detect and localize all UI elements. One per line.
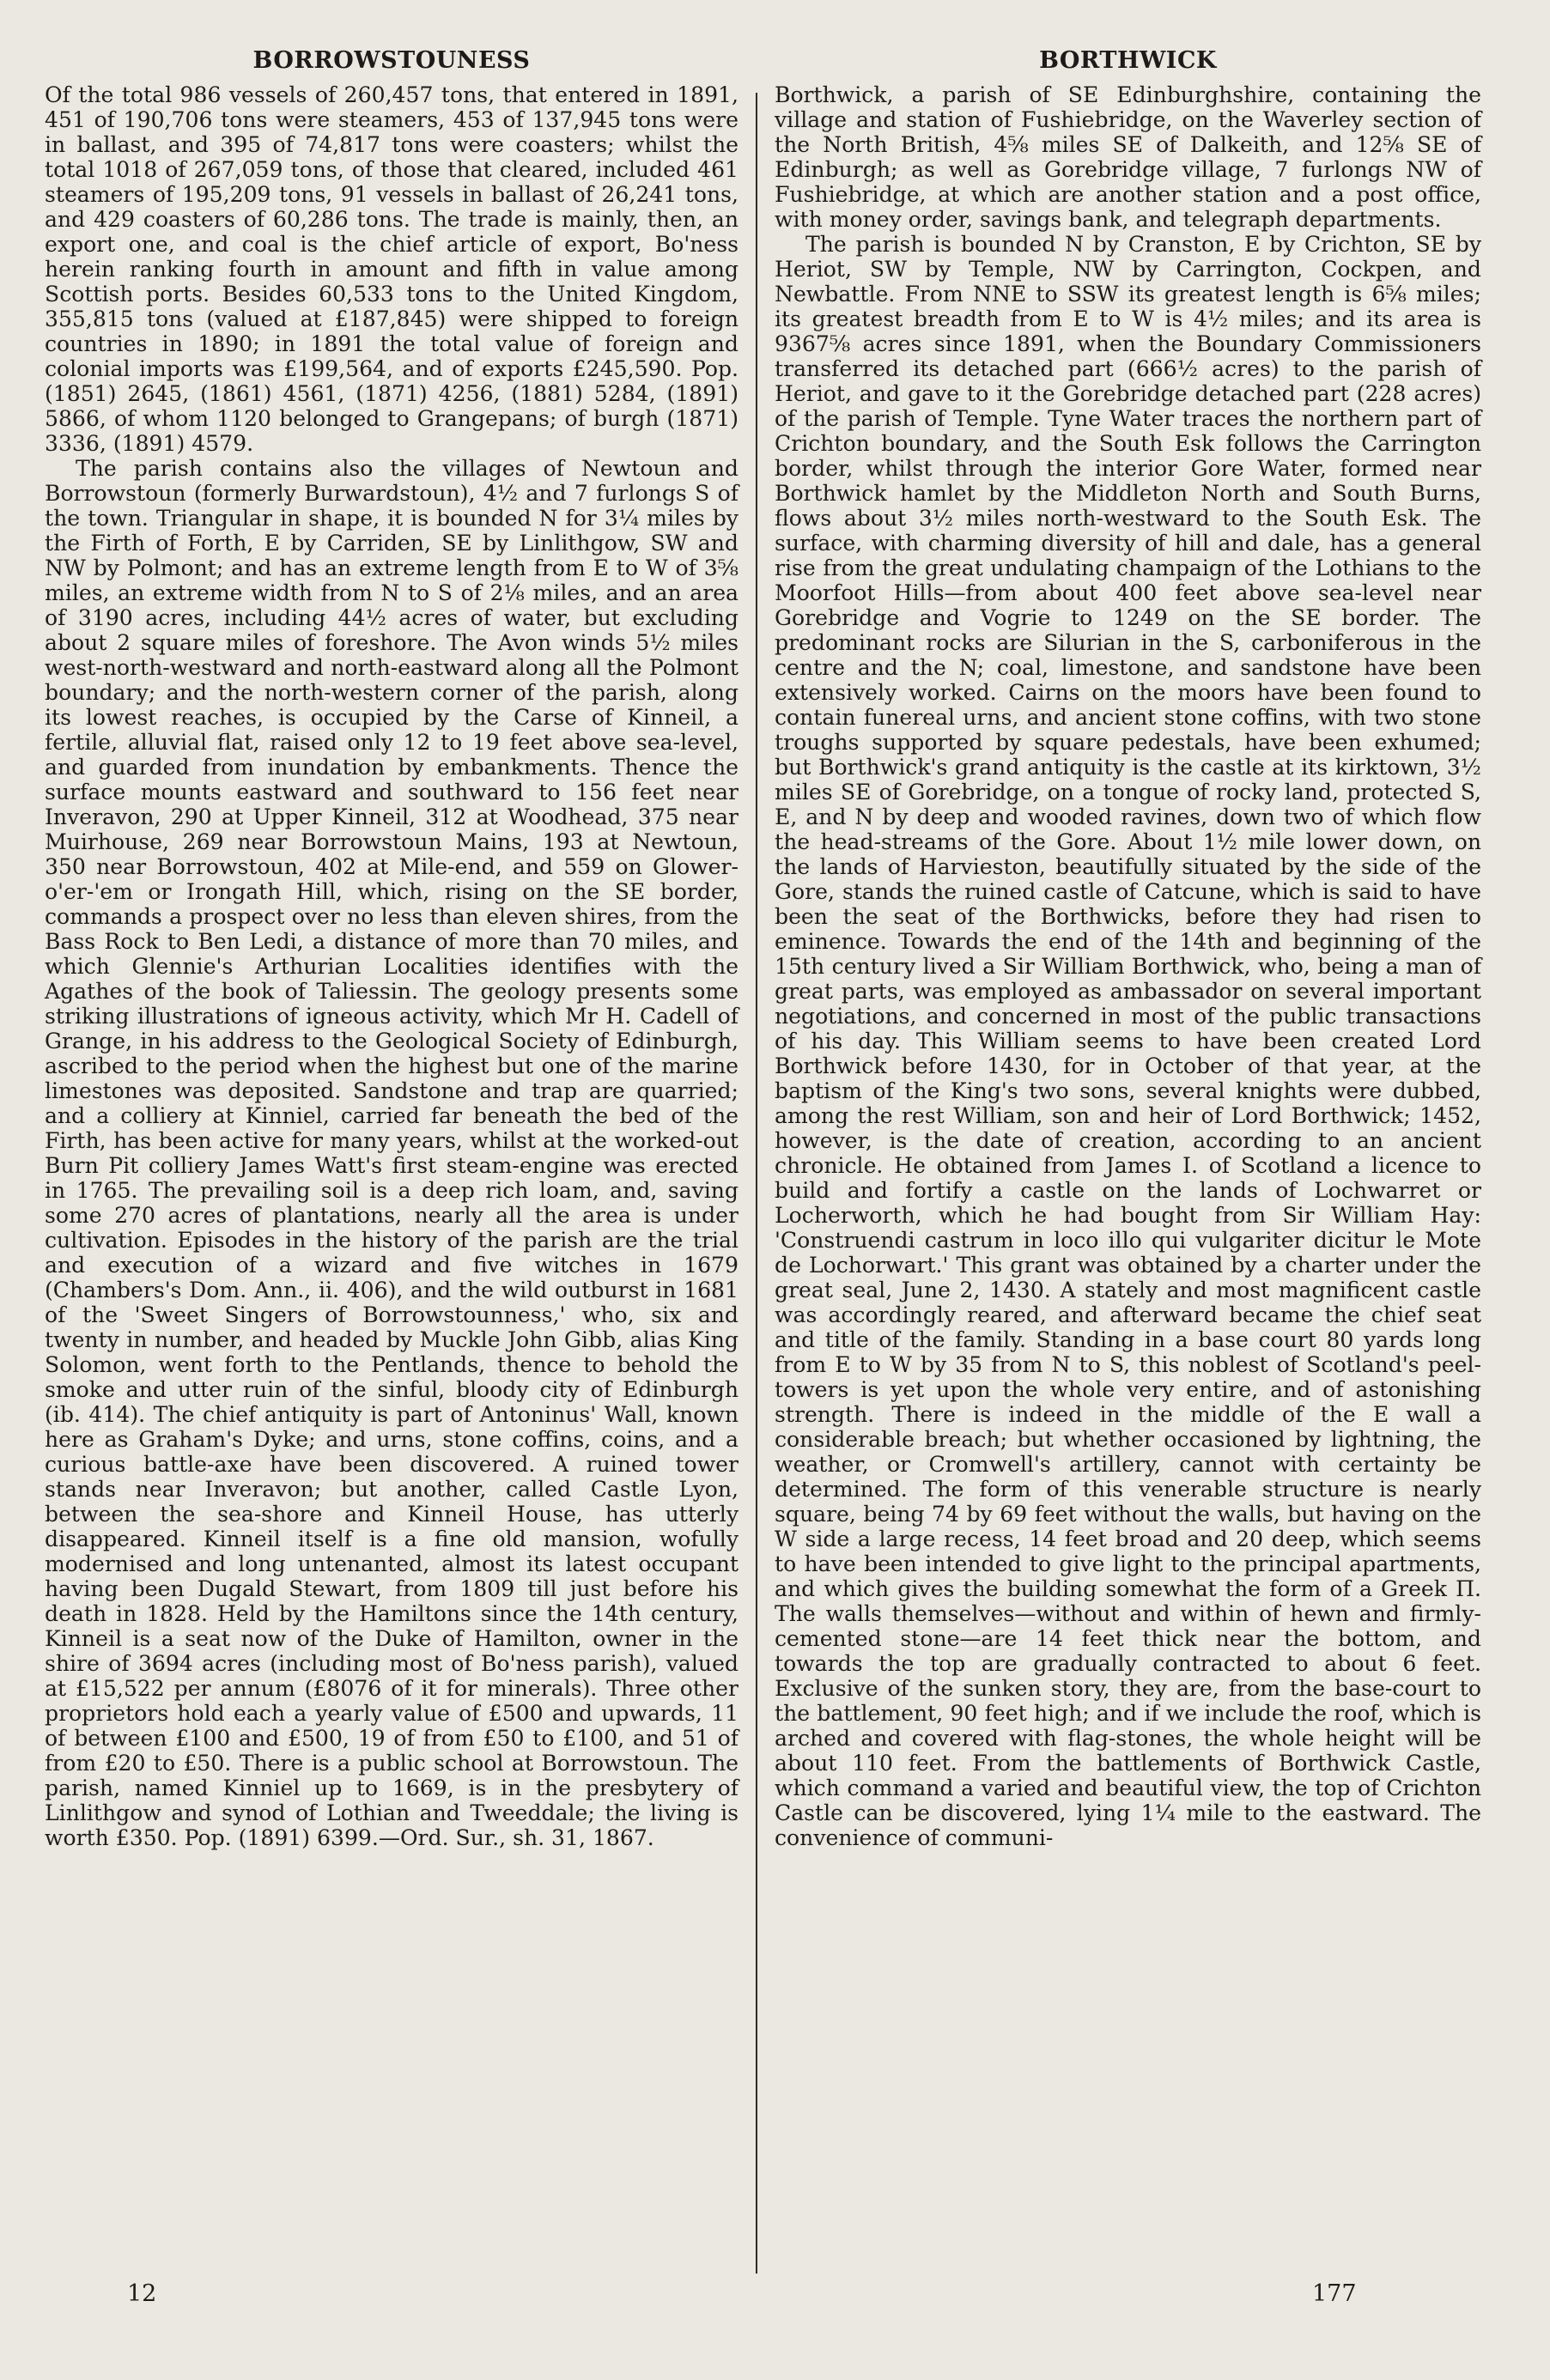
- right-paragraph-1: Borthwick, a parish of SE Edinburghshire, containing the village and station of Fushiebridge, on the Waverley section of the North British, 4⅝ miles SE of Dalkeith, and 12⅝ SE of Edinburgh; as well as Gorebridge village, 7 furlongs NW of Fushiebridge, at which are another station and a post office, with money order, savings bank, and telegraph departments.: [775, 82, 1481, 232]
- right-article-text: [775, 82, 1481, 1850]
- left-paragraph-2: The parish contains also the villages of Newtoun and Borrowstoun (formerly Burwardstoun), 4½ and 7 furlongs S of the town. Triangular in shape, it is bounded N for 3¼ miles by the Firth of Forth, E by Carriden, SE by Linlithgow, SW and NW by Polmont; and has an extreme length from E to W of 3⅝ miles, an extreme width from N to S of 2⅛ miles, and an area of 3190 acres, including 44½ acres of water, but excluding about 2 square miles of foreshore. The Avon winds 5½ miles west-north-westward and north-eastward along all the Polmont boundary; and the north-western corner of the parish, along its lowest reaches, is occupied by the Carse of Kinneil, a fertile, alluvial flat, raised only 12 to 19 feet above sea-level, and guarded from inundation by embankments. Thence the surface mounts eastward and southward to 156 feet near Inveravon, 290 at Upper Kinneil, 312 at Woodhead, 375 near Muirhouse, 269 near Borrowstoun Mains, 193 at Newtoun, 350 near Borrowstoun, 402 at Mile-end, and 559 on Glower-o'er-'em or Irongath Hill, which, rising on the SE border, commands a prospect over no less than eleven shires, from the Bass Rock to Ben Ledi, a distance of more than 70 miles, and which Glennie's Arthurian Localities identifies with the Agathes of the book of Taliessin. The geology presents some striking illustrations of igneous activity, which Mr H. Cadell of Grange, in his address to the Geological Society of Edinburgh, ascribed to the period when the highest but one of the marine limestones was deposited. Sandstone and trap are quarried; and a colliery at Kinniel, carried far beneath the bed of the Firth, has been active for many years, whilst at the worked-out Burn Pit colliery James Watt's first steam-engine was erected in 1765. The prevailing soil is a deep rich loam, and, saving some 270 acres of plantations, nearly all the area is under cultivation. Episodes in the history of the parish are the trial and execution of a wizard and five witches in 1679 (Chambers's Dom. Ann., ii. 406), and the wild outburst in 1681 of the 'Sweet Singers of Borrowstounness,' who, six and twenty in number, and headed by Muckle John Gibb, alias King Solomon, went forth to the Pentlands, thence to behold the smoke and utter ruin of the sinful, bloody city of Edinburgh (ib. 414). The chief antiquity is part of Antoninus' Wall, known here as Graham's Dyke; and urns, stone coffins, coins, and a curious battle-axe have been discovered. A ruined tower stands near Inveravon; but another, called Castle Lyon, between the sea-shore and Kinneil House, has utterly disappeared. Kinneil itself is a fine old mansion, wofully modernised and long untenanted, almost its latest occupant having been Dugald Stewart, from 1809 till just before his death in 1828. Held by the Hamiltons since the 14th century, Kinneil is a seat now of the Duke of Hamilton, owner in the shire of 3694 acres (including most of Bo'ness parish), valued at £15,522 per annum (£8076 of it for minerals). Three other proprietors hold each a yearly value of £500 and upwards, 11 of between £100 and £500, 19 of from £50 to £100, and 51 of from £20 to £50. There is a public school at Borrowstoun. The parish, named Kinniel up to 1669, is in the presbytery of Linlithgow and synod of Lothian and Tweeddale; the living is worth £350. Pop. (1891) 6399.—Ord. Sur., sh. 31, 1867.: [45, 456, 739, 1850]
- right-paragraph-2: The parish is bounded N by Cranston, E by Crichton, SE by Heriot, SW by Temple, NW by Carrington, Cockpen, and Newbattle. From NNE to SSW its greatest length is 6⅝ miles; its greatest breadth from E to W is 4½ miles; and its area is 9367⅝ acres since 1891, when the Boundary Commissioners transferred its detached part (666½ acres) to the parish of Heriot, and gave to it the Gorebridge detached part (228 acres) of the parish of Temple. Tyne Water traces the northern part of Crichton boundary, and the South Esk follows the Carrington border, whilst through the interior Gore Water, formed near Borthwick hamlet by the Middleton North and South Burns, flows about 3½ miles north-westward to the South Esk. The surface, with charming diversity of hill and dale, has a general rise from the great undulating champaign of the Lothians to the Moorfoot Hills—from about 400 feet above sea-level near Gorebridge and Vogrie to 1249 on the SE border. The predominant rocks are Silurian in the S, carboniferous in the centre and the N; coal, limestone, and sandstone have been extensively worked. Cairns on the moors have been found to contain funereal urns, and ancient stone coffins, with two stone troughs supported by square pedestals, have been exhumed; but Borthwick's grand antiquity is the castle at its kirktown, 3½ miles SE of Gorebridge, on a tongue of rocky land, protected S, E, and N by deep and wooded ravines, down two of which flow the head-streams of the Gore. About 1½ mile lower down, on the lands of Harvieston, beautifully situated by the side of the Gore, stands the ruined castle of Catcune, which is said to have been the seat of the Borthwicks, before they had risen to eminence. Towards the end of the 14th and beginning of the 15th century lived a Sir William Borthwick, who, being a man of great parts, was employed as ambassador on several important negotiations, and concerned in most of the public transactions of his day. This William seems to have been created Lord Borthwick before 1430, for in October of that year, at the baptism of the King's two sons, several knights were dubbed, among the rest William, son and heir of Lord Borthwick; 1452, however, is the date of creation, according to an ancient chronicle. He obtained from James I. of Scotland a licence to build and fortify a castle on the lands of Lochwarret or Locherworth, which he had bought from Sir William Hay: 'Construendi castrum in loco illo qui vulgariter dicitur le Mote de Lochorwart.' This grant was obtained by a charter under the great seal, June 2, 1430. A stately and most magnificent castle was accordingly reared, and afterward became the chief seat and title of the family. Standing in a base court 80 yards long from E to W by 35 from N to S, this noblest of Scotland's peel-towers is yet upon the whole very entire, and of astonishing strength. There is indeed in the middle of the E wall a considerable breach; but whether occasioned by lightning, the weather, or Cromwell's artillery, cannot with certainty be determined. The form of this venerable structure is nearly square, being 74 by 69 feet without the walls, but having on the W side a large recess, 14 feet broad and 20 deep, which seems to have been intended to give light to the principal apartments, and which gives the building somewhat the form of a Greek Π. The walls themselves—without and within of hewn and firmly-cemented stone—are 14 feet thick near the bottom, and towards the top are gradually contracted to about 6 feet. Exclusive of the sunken story, they are, from the base-court to the battlement, 90 feet high; and if we include the roof, which is arched and covered with flag-stones, the whole height will be about 110 feet. From the battlements of Borthwick Castle, which command a varied and beautiful view, the top of Crichton Castle can be discovered, lying 1¼ mile to the eastward. The convenience of communi-: [775, 232, 1481, 1850]
- left-article-text: [45, 82, 739, 1850]
- column-divider: [756, 93, 757, 2274]
- right-page-number: 177: [1312, 2280, 1357, 2307]
- left-paragraph-1: Of the total 986 vessels of 260,457 tons, that entered in 1891, 451 of 190,706 tons were steamers, 453 of 137,945 tons were in ballast, and 395 of 74,817 tons were coasters; whilst the total 1018 of 267,059 tons, of those that cleared, included 461 steamers of 195,209 tons, 91 vessels in ballast of 26,241 tons, and 429 coasters of 60,286 tons. The trade is mainly, then, an export one, and coal is the chief article of export, Bo'ness herein ranking fourth in amount and fifth in value among Scottish ports. Besides 60,533 tons to the United Kingdom, 355,815 tons (valued at £187,845) were shipped to foreign countries in 1890; in 1891 the total value of foreign and colonial imports was £199,564, and of exports £245,590. Pop. (1851) 2645, (1861) 4561, (1871) 4256, (1881) 5284, (1891) 5866, of whom 1120 belonged to Grangepans; of burgh (1871) 3336, (1891) 4579.: [45, 82, 739, 456]
- left-column: [45, 39, 739, 1850]
- right-running-head: BORTHWICK: [1039, 47, 1217, 74]
- left-running-head: BORROWSTOUNESS: [252, 47, 531, 74]
- right-column: [775, 39, 1481, 1850]
- left-page-number: 12: [127, 2280, 157, 2307]
